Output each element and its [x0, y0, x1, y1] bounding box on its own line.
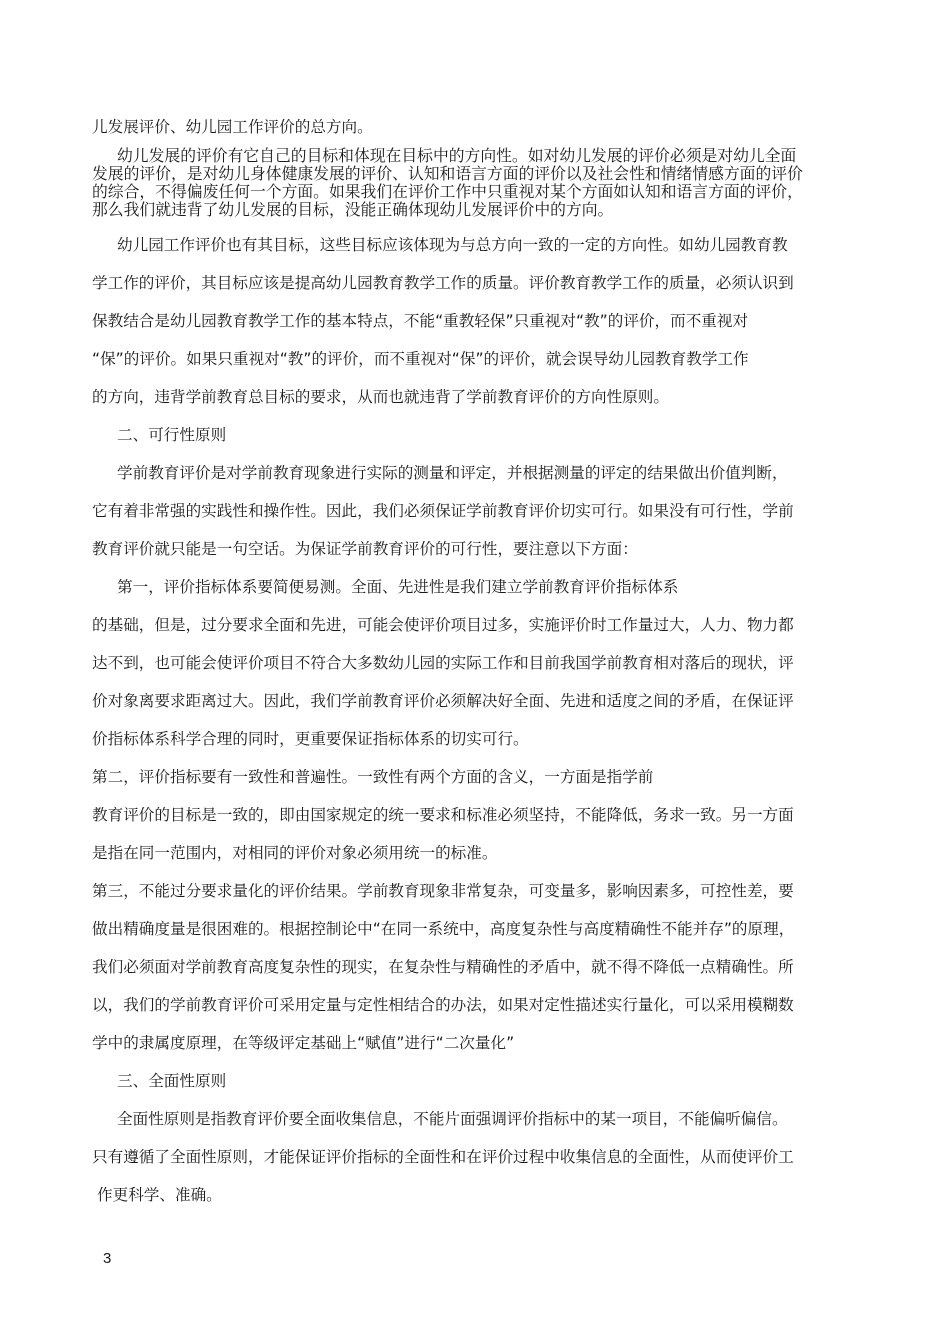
text-line: 我们必须面对学前教育高度复杂性的现实，在复杂性与精确性的矛盾中，就不得不降低一点精确性。所 — [92, 958, 794, 976]
text-line: 第二，评价指标要有一致性和普遍性。一致性有两个方面的含义，一方面是指学前 — [92, 768, 654, 786]
text-line: 达不到，也可能会使评价项目不符合大多数幼儿园的实际工作和目前我国学前教育相对落后的现状，评 — [92, 654, 794, 672]
text-line: 作更科学、准确。 — [97, 1186, 222, 1204]
text-line: 那么我们就违背了幼儿发展的目标，没能正确体现幼儿发展评价中的方向。 — [92, 200, 614, 219]
text-line: 第一，评价指标体系要简便易测。全面、先进性是我们建立学前教育评价指标体系 — [117, 578, 679, 596]
text-line: 学工作的评价，其目标应该是提高幼儿园教育教学工作的质量。评价教育教学工作的质量，必须认识到 — [92, 274, 794, 292]
text-line: 价指标体系科学合理的同时，更重要保证指标体系的切实可行。 — [92, 730, 529, 748]
text-line: “保”的评价。如果只重视对“教”的评价，而不重视对“保”的评价，就会误导幼儿园教育教学工作 — [92, 350, 749, 368]
text-line: 它有着非常强的实践性和操作性。因此，我们必须保证学前教育评价切实可行。如果没有可行性，学前 — [92, 502, 794, 520]
text-line: 的基础，但是，过分要求全面和先进，可能会使评价项目过多，实施评价时工作量过大，人力、物力都 — [92, 616, 794, 634]
text-line: 幼儿发展的评价有它自己的目标和体现在目标中的方向性。如对幼儿发展的评价必须是对幼儿全面 — [117, 146, 797, 165]
text-line: 的方向，违背学前教育总目标的要求，从而也就违背了学前教育评价的方向性原则。 — [92, 388, 669, 406]
section-heading: 二、可行性原则 — [117, 426, 227, 444]
text-line: 教育评价的目标是一致的，即由国家规定的统一要求和标准必须坚持，不能降低，务求一致。另一方面 — [92, 806, 794, 824]
text-line: 学前教育评价是对学前教育现象进行实际的测量和评定，并根据测量的评定的结果做出价值判断， — [117, 464, 788, 482]
text-line: 第三，不能过分要求量化的评价结果。学前教育现象非常复杂，可变量多，影响因素多，可控性差，要 — [92, 882, 794, 900]
text-line: 的综合，不得偏废任何一个方面。如果我们在评价工作中只重视对某个方面如认知和语言方面的评价， — [92, 182, 803, 201]
text-line: 全面性原则是指教育评价要全面收集信息，不能片面强调评价指标中的某一项目，不能偏听偏信。 — [117, 1110, 788, 1128]
text-line: 发展的评价，是对幼儿身体健康发展的评价、认知和语言方面的评价以及社会性和情绪情感方面的评价 — [92, 164, 803, 183]
text-line: 教育评价就只能是一句空话。为保证学前教育评价的可行性，要注意以下方面： — [92, 540, 638, 558]
page-number: 3 — [103, 1250, 112, 1267]
text-line: 学中的隶属度原理，在等级评定基础上“赋值”进行“二次量化” — [92, 1034, 515, 1052]
text-line: 价对象离要求距离过大。因此，我们学前教育评价必须解决好全面、先进和适度之间的矛盾，在保证评 — [92, 692, 794, 710]
text-line: 是指在同一范围内，对相同的评价对象必须用统一的标准。 — [92, 844, 498, 862]
text-line: 以，我们的学前教育评价可采用定量与定性相结合的办法，如果对定性描述实行量化，可以采用模糊数 — [92, 996, 794, 1014]
text-line: 做出精确度量是很困难的。根据控制论中“在同一系统中，高度复杂性与高度精确性不能并存”的原理， — [92, 920, 795, 938]
text-line: 幼儿园工作评价也有其目标，这些目标应该体现为与总方向一致的一定的方向性。如幼儿园教育教 — [117, 236, 788, 254]
text-line: 只有遵循了全面性原则，才能保证评价指标的全面性和在评价过程中收集信息的全面性，从而使评价工 — [92, 1148, 794, 1166]
text-line: 儿发展评价、幼儿园工作评价的总方向。 — [92, 118, 373, 136]
text-line: 保教结合是幼儿园教育教学工作的基本特点，不能“重教轻保”只重视对“教”的评价，而不重视对 — [92, 312, 749, 330]
section-heading: 三、全面性原则 — [117, 1072, 227, 1090]
